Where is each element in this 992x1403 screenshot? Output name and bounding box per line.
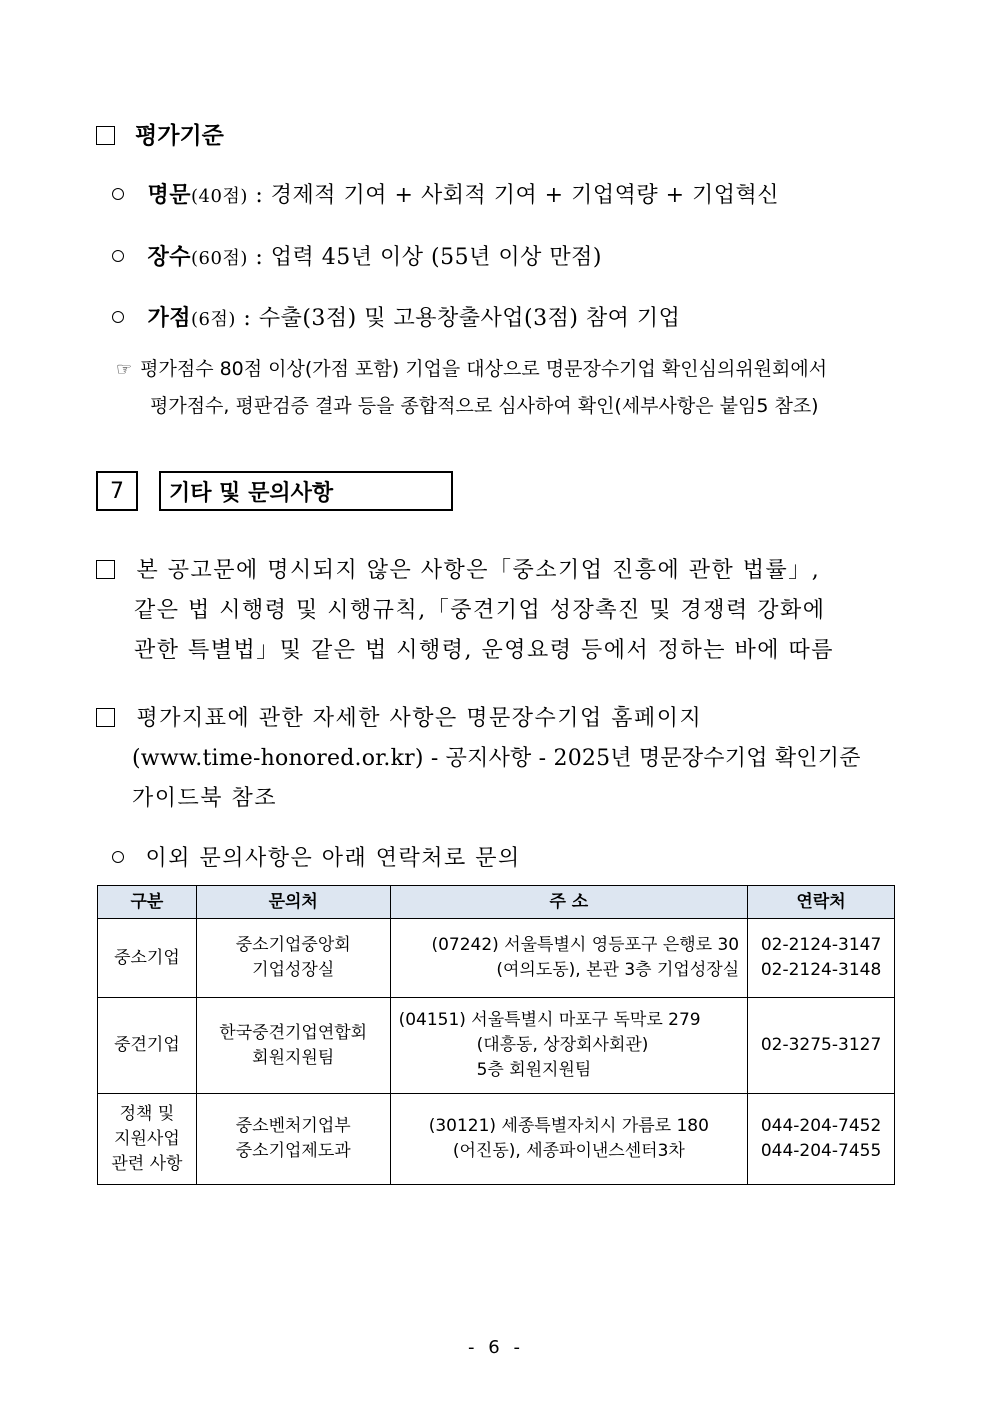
page-number: - 6 - [468, 1337, 524, 1358]
criteria-item-gajeom: 가점(6점) : 수출(3점) 및 고용창출사업(3점) 참여 기업 [112, 301, 680, 332]
address-cell: (04151) 서울특별시 마포구 독막로 279 (대흥동, 상장회사회관) 5층 회원지원팀 [390, 998, 748, 1094]
address-cell: (07242) 서울특별시 영등포구 은행로 30 (여의도동), 본관 3층 기업성장실 [390, 919, 748, 998]
paragraph-2: 평가지표에 관한 자세한 사항은 명문장수기업 홈페이지 [96, 701, 702, 732]
circle-bullet-icon [112, 188, 124, 200]
contact-table [97, 885, 895, 1185]
org-cell: 중소기업중앙회 기업성장실 [196, 919, 390, 998]
org-cell: 중소벤처기업부 중소기업제도과 [196, 1094, 390, 1185]
section-title-box: 기타 및 문의사항 [159, 471, 453, 511]
circle-bullet-icon [112, 851, 124, 863]
category-cell: 중견기업 [98, 998, 197, 1094]
paragraph-1-line2: 같은 법 시행령 및 시행규칙,「중견기업 성장촉진 및 경쟁력 강화에 [134, 598, 826, 623]
criteria-item-myeongmun: 명문(40점) : 경제적 기여 + 사회적 기여 + 기업역량 + 기업혁신 [112, 178, 779, 209]
column-header: 문의처 [196, 886, 390, 919]
checkbox-square-icon [96, 708, 115, 727]
paragraph-1: 본 공고문에 명시되지 않은 사항은「중소기업 진흥에 관한 법률」, [96, 553, 820, 584]
section-number-box: 7 [96, 471, 138, 511]
checkbox-square-icon [96, 560, 115, 579]
table-header-row [98, 886, 895, 919]
category-cell: 정책 및 지원사업 관련 사항 [98, 1094, 197, 1185]
criteria-item-jangsu: 장수(60점) : 업력 45년 이상 (55년 이상 만점) [112, 240, 602, 271]
address-cell: (30121) 세종특별자치시 가름로 180 (어진동), 세종파이낸스센터3차 [390, 1094, 748, 1185]
phone-cell: 044-204-7452 044-204-7455 [748, 1094, 895, 1185]
circle-bullet-icon [112, 250, 124, 262]
column-header: 연락처 [748, 886, 895, 919]
paragraph-2-line3: 가이드북 참조 [132, 786, 278, 811]
category-cell: 중소기업 [98, 919, 197, 998]
checkbox-square-icon [96, 126, 115, 145]
table-row [98, 998, 895, 1094]
phone-cell: 02-2124-3147 02-2124-3148 [748, 919, 895, 998]
column-header: 구분 [98, 886, 197, 919]
criteria-note: ☞ 평가점수 80점 이상(가점 포함) 기업을 대상으로 명문장수기업 확인심의위원회에서 [116, 358, 828, 380]
pointing-hand-icon: ☞ [116, 359, 133, 380]
org-cell: 한국중견기업연합회 회원지원팀 [196, 998, 390, 1094]
criteria-note-line2: 평가점수, 평판검증 결과 등을 종합적으로 심사하여 확인(세부사항은 붙임5 참조) [150, 395, 819, 417]
table-row [98, 1094, 895, 1185]
criteria-heading: 평가기준 [96, 117, 224, 150]
phone-cell: 02-3275-3127 [748, 998, 895, 1094]
table-row [98, 919, 895, 998]
paragraph-2-line2: (www.time-honored.or.kr) - 공지사항 - 2025년 명문장수기업 확인기준 [132, 746, 861, 771]
paragraph-1-line3: 관한 특별법」및 같은 법 시행령, 운영요령 등에서 정하는 바에 따름 [134, 638, 834, 663]
inquiry-intro: 이외 문의사항은 아래 연락처로 문의 [112, 841, 521, 872]
circle-bullet-icon [112, 311, 124, 323]
column-header: 주 소 [390, 886, 748, 919]
